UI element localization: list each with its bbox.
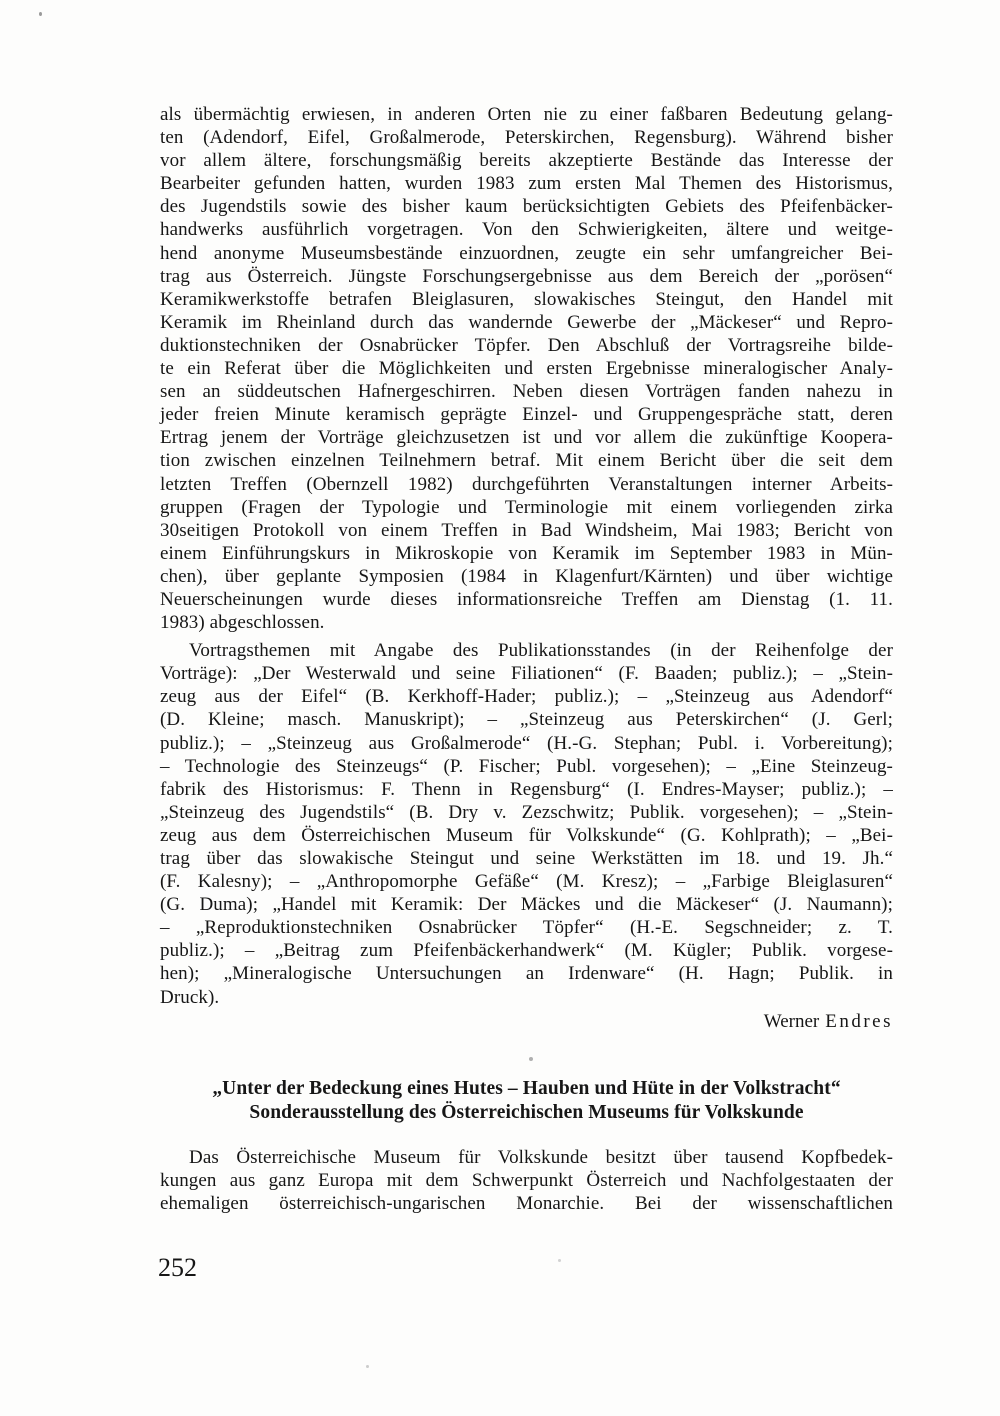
section-heading-line1: „Unter der Bedeckung eines Hutes – Hauben und Hüte in der Volkstracht“ [212,1077,841,1099]
text-line: als übermächtig erwiesen, in anderen Orten nie zu einer faßbaren Bedeutung gelang- [160,104,893,125]
paragraph-conference-report [160,103,893,634]
text-line: (D. Kleine; masch. Manuskript); – „Steinzeug aus Peterskirchen“ (J. Gerl; [160,709,893,731]
text-line: tion zwischen einzelnen Teilnehmern betraf. Mit einem Bericht über die seit dem [160,450,893,472]
paragraph-lecture-topics [160,639,893,1009]
text-line: letzten Treffen (Obernzell 1982) durchgeführten Veranstaltungen interner Arbeits- [160,473,893,495]
text-line: 30seitigen Protokoll von einem Treffen in Bad Windsheim, Mai 1983; Bericht von [160,519,893,541]
text-line: hend anonyme Museumsbestände einzuordnen, zeugte ein sehr umfangreicher Bei- [160,242,893,264]
text-line: publiz.); – „Beitrag zum Pfeifenbäckerhandwerk“ (M. Kügler; Publik. vorgese- [160,940,893,962]
text-line: Vorträge): „Der Westerwald und seine Filiationen“ (F. Baaden; publiz.); – „Stein- [160,663,893,685]
text-line: – „Reproduktionstechniken Osnabrücker Töpfer“ (H.-E. Segschneider; z. T. [160,917,893,939]
text-line: 1983) abgeschlossen. [160,612,325,634]
author-first-name: Werner [763,1010,820,1032]
page-number: 252 [158,1253,197,1282]
text-line: Druck). [160,986,220,1008]
text-line: vor allem ältere, forschungsmäßig bereits akzeptierte Bestände das Interesse der [160,150,893,172]
text-line: publiz.); – „Steinzeug aus Großalmerode“ (H.-G. Stephan; Publ. i. Vorbereitung); [160,732,893,754]
text-line: „Steinzeug des Jugendstils“ (B. Dry v. Zezschwitz; Publik. vorgesehen); – „Stein- [160,801,893,823]
text-line: Vortragsthemen mit Angabe des Publikationsstandes (in der Reihenfolge der [189,640,893,662]
paragraph-exhibition-intro [160,1146,893,1215]
text-line: hen); „Mineralogische Untersuchungen an Irdenware“ (H. Hagn; Publik. in [160,963,893,985]
text-line: sen an süddeutschen Hafnergeschirren. Neben diesen Vorträgen fanden nahezu in [160,381,893,403]
text-line: trag über das slowakische Steingut und seine Werkstätten im 18. und 19. Jh.“ [160,848,893,869]
text-line: ehemaligen österreichisch-ungarischen Monarchie. Bei der wissenschaftlichen [160,1192,893,1214]
text-line: Neuerscheinungen wurde dieses informationsreiche Treffen am Dienstag (1. 11. [160,588,893,610]
scan-speck [558,1259,561,1262]
text-line: ten (Adendorf, Eifel, Großalmerode, Peterskirchen, Regensburg). Während bisher [160,127,893,149]
text-line: kungen aus ganz Europa mit dem Schwerpunkt Österreich und Nachfolgestaaten der [160,1169,893,1191]
text-line: Das Österreichische Museum für Volkskunde besitzt über tausend Kopfbedek- [189,1146,893,1168]
text-line: gruppen (Fragen der Typologie und Terminologie mit einem vorliegenden zirka [160,496,893,518]
text-line: fabrik des Historismus: F. Thenn in Regensburg“ (I. Endres-Mayser; publiz.); – [160,778,893,800]
text-line: zeug aus dem Österreichischen Museum für Volkskunde“ (G. Kohlprath); – „Bei- [160,824,893,846]
text-line: – Technologie des Steinzeugs“ (P. Fischer; Publ. vorgesehen); – „Eine Steinzeug- [160,755,893,777]
text-line: einem Einführungskurs in Mikroskopie von Keramik im September 1983 in Mün- [160,542,893,564]
text-block [160,103,893,1215]
text-line: handwerks ausführlich vorgetragen. Von den Schwierigkeiten, ältere und weitge- [160,219,893,241]
scan-speck [39,12,42,16]
author-signature [160,1010,893,1033]
text-line: Keramikwerkstoffe betrafen Bleiglasuren, slowakisches Steingut, den Handel mit [160,288,893,310]
text-line: trag aus Österreich. Jüngste Forschungsergebnisse aus dem Bereich der „porösen“ [160,265,893,287]
text-line: des Jugendstils sowie des bisher kaum berücksichtigten Gebiets des Pfeifenbäcker- [160,196,893,218]
text-line: Keramik im Rheinland durch das wandernde Gewerbe der „Mäckeser“ und Repro- [160,311,893,333]
section-heading [160,1077,893,1125]
scan-speck [366,1365,369,1368]
text-line: (G. Duma); „Handel mit Keramik: Der Mäckes und die Mäckeser“ (J. Naumann); [160,894,893,916]
text-line: Bearbeiter gefunden hatten, wurden 1983 zum ersten Mal Themen des Historismus, [160,173,893,195]
text-line: zeug aus der Eifel“ (B. Kerkhoff-Hader; publiz.); – „Steinzeug aus Adendorf“ [160,686,893,708]
author-last-name: Endres [825,1010,893,1032]
text-line: te ein Referat über die Möglichkeiten und ersten Ergebnisse mineralogischer Analy- [160,358,893,380]
text-line: chen), über geplante Symposien (1984 in Klagenfurt/Kärnten) und über wichtige [160,565,893,587]
text-line: jeder freien Minute keramisch geprägte Einzel- und Gruppengespräche statt, deren [160,404,893,426]
text-line: Ertrag jenem der Vorträge gleichzusetzen ist und vor allem die zukünftige Koopera- [160,427,893,449]
section-heading-line2: Sonderausstellung des Österreichischen Museums für Volkskunde [249,1101,804,1123]
text-line: duktionstechniken der Osnabrücker Töpfer. Den Abschluß der Vortragsreihe bilde- [160,334,893,356]
text-line: (F. Kalesny); – „Anthropomorphe Gefäße“ (M. Kresz); – „Farbige Bleiglasuren“ [160,871,893,893]
